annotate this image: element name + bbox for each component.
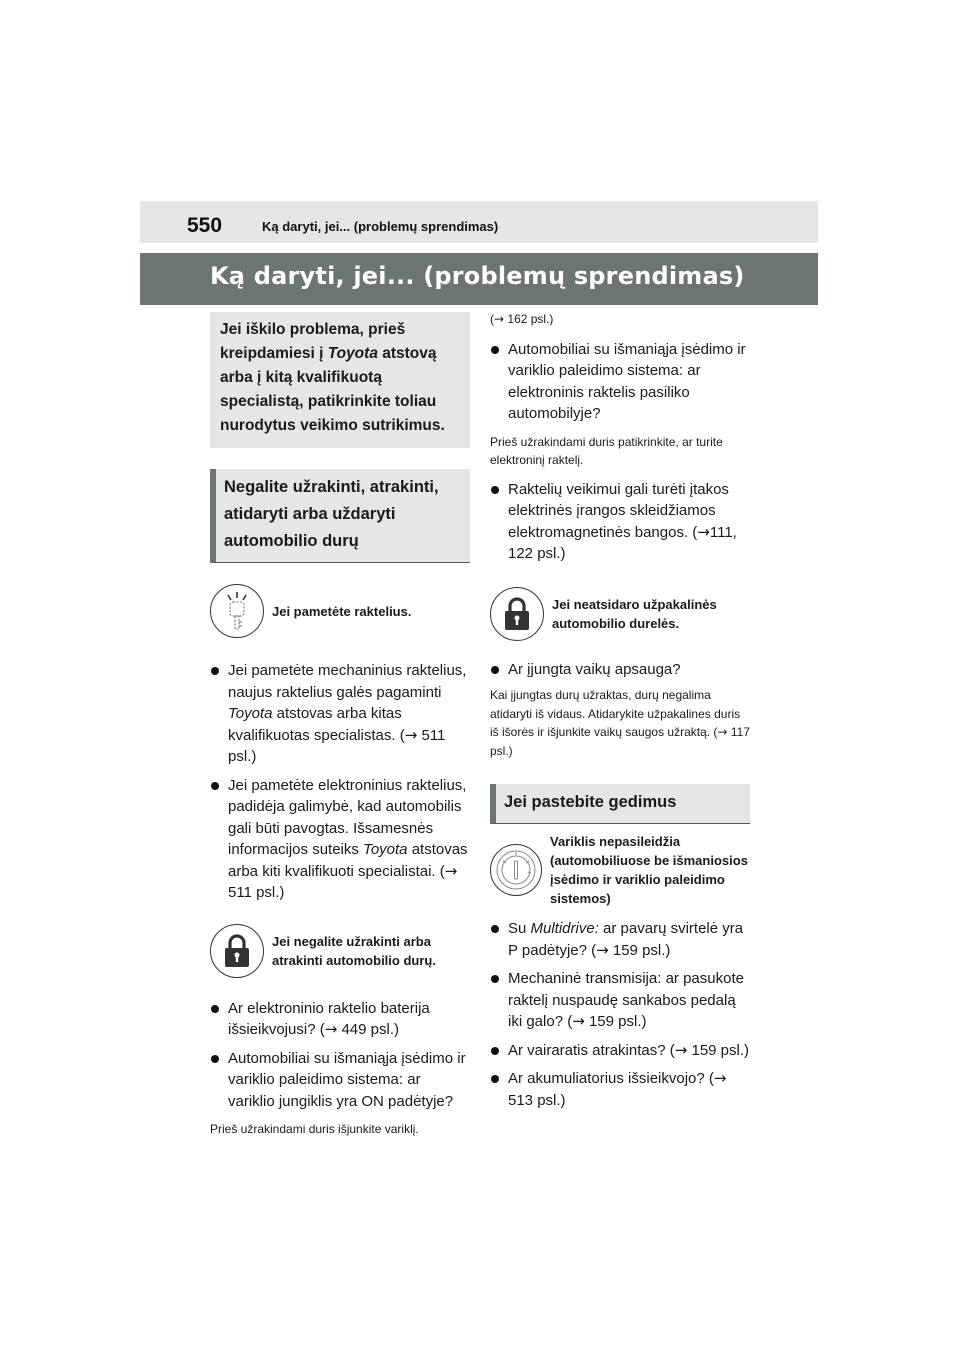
list-item: Jei pametėte elektroninius raktelius, padidėja galimybė, kad automobilis gali būti pavogtas. Išsamesnės informacijos suteiks Toyota atstovas arba kiti kvalifikuoti specialistai. (→ 511 psl.) (210, 775, 470, 904)
list-item: Ar elektroninio raktelio baterija išsieikvojusi? (→ 449 psl.) (210, 998, 470, 1041)
page-title: Ką daryti, jei... (problemų sprendimas) (210, 262, 745, 290)
icon-row-lost-keys (210, 584, 470, 638)
left-column (210, 312, 470, 1139)
lock-icon (210, 924, 264, 978)
intro-box: Jei iškilo problema, prieš kreipdamiesi į Toyota atstovą arba į kitą kvalifikuotą specialistą, patikrinkite toliau nurodytus veikimo sutrikimus. (210, 312, 470, 448)
section-heading-locks: Negalite užrakinti, atrakinti, atidaryti arba uždaryti automobilio durų (210, 469, 470, 563)
note-text: Prieš užrakindami duris patikrinkite, ar turite elektroninį raktelį. (490, 434, 723, 467)
list-item: Mechaninė transmisija: ar pasukote raktelį nuspaudę sankabos pedalą iki galo? (→ 159 psl.) (490, 968, 750, 1033)
page-number: 550 (187, 214, 223, 237)
list-item: Ar vairaratis atrakintas? (→ 159 psl.) (490, 1040, 750, 1062)
ignition-switch-icon (490, 844, 542, 896)
bullet-dot (491, 346, 499, 354)
bullet-dot (491, 1075, 499, 1083)
icon-row-cannot-lock (210, 924, 470, 978)
bullet-dot (491, 975, 499, 983)
icon-label: Variklis nepasileidžia (automobiliuose be išmaniosios įsėdimo ir variklio paleidimo sistemos) (550, 834, 748, 906)
icon-label: Jei neatsidaro užpakalinės automobilio durelės. (552, 596, 717, 631)
section-heading-faults: Jei pastebite gedimus (490, 784, 750, 824)
note-text: Kai įjungtas durų užraktas, durų negalima atidaryti iš vidaus. Atidarykite užpakalines duris iš išorės ir išjunkite vaikų saugos užraktą. (→ 117 psl.) (490, 688, 750, 758)
bullet-dot (491, 666, 499, 674)
bullet-dot (211, 667, 219, 675)
list-item: Raktelių veikimui gali turėti įtakos elektrinės įrangos skleidžiamos elektromagnetinės bangos. (→111, 122 psl.) (490, 479, 750, 565)
list-item: Su Multidrive: ar pavarų svirtelė yra P padėtyje? (→ 159 psl.) (490, 918, 750, 961)
list-item: Automobiliai su išmaniąja įsėdimo ir variklio paleidimo sistema: ar elektroninis raktelis pasiliko automobilyje? (490, 339, 750, 425)
list-item: Automobiliai su išmaniąja įsėdimo ir variklio paleidimo sistema: ar variklio jungiklis yra ON padėtyje? (210, 1048, 470, 1113)
bullet-dot (491, 925, 499, 933)
bullet-dot (211, 1055, 219, 1063)
icon-row-rear-door (490, 587, 750, 641)
bullet-dot (211, 782, 219, 790)
list-item: Jei pametėte mechaninius raktelius, naujus raktelius galės pagaminti Toyota atstovas arba kitas kvalifikuotas specialistas. (→ 511 psl.) (210, 660, 470, 768)
note-text: (→ 162 psl.) (490, 312, 554, 326)
bullet-dot (211, 1005, 219, 1013)
right-column (490, 310, 750, 1111)
icon-row-engine (490, 832, 750, 908)
bullet-dot (491, 486, 499, 494)
icon-label: Jei pametėte raktelius. (272, 603, 412, 619)
running-title: Ką daryti, jei... (problemų sprendimas) (262, 219, 499, 234)
lock-icon (490, 587, 544, 641)
key-icon (210, 584, 264, 638)
note-text: Prieš užrakindami duris išjunkite variklį. (210, 1122, 419, 1136)
list-item: Ar akumuliatorius išsieikvojo? (→ 513 psl.) (490, 1068, 750, 1111)
bullet-dot (491, 1047, 499, 1055)
list-item: Ar įjungta vaikų apsauga? (490, 659, 750, 681)
icon-label: Jei negalite užrakinti arba atrakinti automobilio durų. (272, 933, 436, 968)
